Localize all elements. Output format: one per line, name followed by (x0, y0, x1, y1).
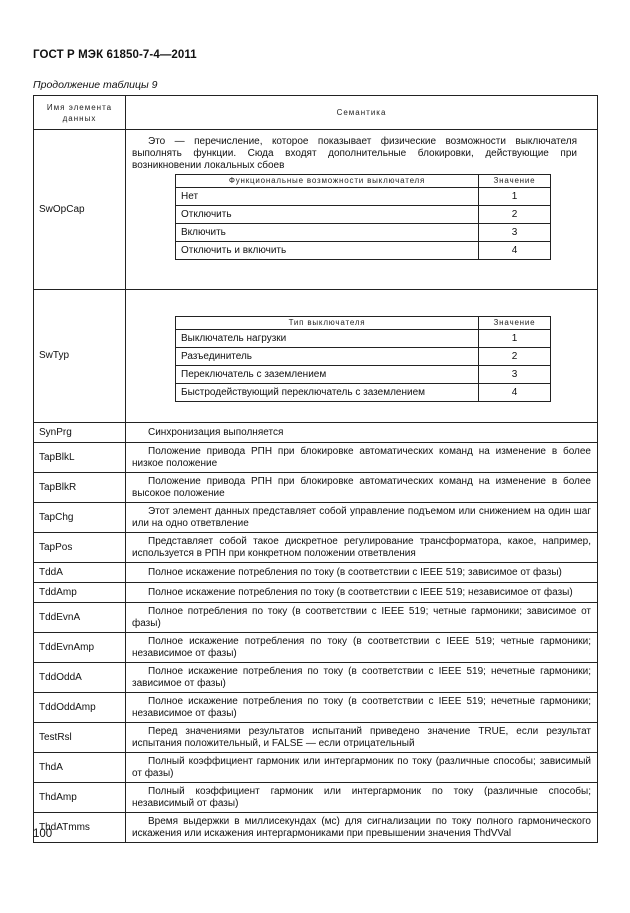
element-semantics: Полное искажение потребления по току (в соответствии с IEEE 519; зависимое от фазы) (126, 563, 598, 583)
inner-value: 2 (479, 206, 551, 224)
inner-value: 1 (479, 188, 551, 206)
inner-header-type: Тип выключателя (176, 317, 479, 330)
table-row (34, 423, 598, 443)
table-row (34, 663, 598, 693)
standard-designation: ГОСТ Р МЭК 61850-7-4—2011 (33, 49, 197, 61)
swopcap-intro: Это — перечисление, которое показывает физические возможности выключателя выполнять функции. Сюда входят дополнительные блокировки, действующие при возникновении локальных сбоев (132, 136, 577, 171)
inner-header-value: Значение (479, 175, 551, 188)
table-row (34, 533, 598, 563)
element-name: TapPos (34, 533, 126, 563)
element-semantics: Представляет собой такое дискретное регулирование трансформатора, какое, например, используется в РПН при конкретном положении ответвления (126, 533, 598, 563)
element-name: TddOddA (34, 663, 126, 693)
element-semantics: Перед значениями результатов испытаний приведено значение TRUE, если результат испытания положительный, и FALSE — если отрицательный (126, 723, 598, 753)
inner-row (176, 330, 551, 348)
element-semantics: Полное искажение потребления по току (в соответствии с IEEE 519; нечетные гармоники; зависимое от фазы) (126, 663, 598, 693)
element-name: ThdAmp (34, 783, 126, 813)
table-row (34, 813, 598, 843)
page-number: 100 (33, 828, 53, 840)
inner-label: Переключатель с заземлением (176, 366, 479, 384)
table-row (34, 603, 598, 633)
inner-row (176, 206, 551, 224)
inner-row (176, 242, 551, 260)
element-name: ThdATmms (34, 813, 126, 843)
inner-header-value: Значение (479, 317, 551, 330)
element-semantics: Полное искажение потребления по току (в соответствии с IEEE 519; независимое от фазы) (126, 583, 598, 603)
column-header-name: Имя элемента данных (34, 96, 126, 130)
table-row (34, 290, 598, 423)
inner-row (176, 384, 551, 402)
element-name: SynPrg (34, 423, 126, 443)
element-semantics: Положение привода РПН при блокировке автоматических команд на изменение в более высокое положение (126, 473, 598, 503)
table-row (34, 473, 598, 503)
table-row (34, 443, 598, 473)
table-row (34, 783, 598, 813)
table-row (34, 563, 598, 583)
element-semantics: Полное искажение потребления по току (в соответствии с IEEE 519; нечетные гармоники; независимое от фазы) (126, 693, 598, 723)
inner-value: 4 (479, 384, 551, 402)
element-name: TapBlkL (34, 443, 126, 473)
inner-label: Разъединитель (176, 348, 479, 366)
table-row (34, 633, 598, 663)
switch-type-table (175, 316, 551, 402)
inner-value: 3 (479, 224, 551, 242)
inner-value: 2 (479, 348, 551, 366)
inner-row (176, 224, 551, 242)
column-header-semantics: Семантика (126, 96, 598, 130)
inner-value: 3 (479, 366, 551, 384)
element-name: SwTyp (34, 290, 126, 423)
element-name: TddEvnA (34, 603, 126, 633)
table-row (34, 583, 598, 603)
inner-label: Отключить и включить (176, 242, 479, 260)
element-semantics: Полный коэффициент гармоник или интергармоник по току (различные способы; зависимый от фазы) (126, 753, 598, 783)
element-semantics (126, 290, 598, 423)
inner-label: Нет (176, 188, 479, 206)
element-semantics: Синхронизация выполняется (126, 423, 598, 443)
inner-header-function: Функциональные возможности выключателя (176, 175, 479, 188)
element-name: TapChg (34, 503, 126, 533)
element-name: TddOddAmp (34, 693, 126, 723)
inner-label: Отключить (176, 206, 479, 224)
element-name: SwOpCap (34, 130, 126, 290)
element-semantics: Положение привода РПН при блокировке автоматических команд на изменение в более низкое положение (126, 443, 598, 473)
data-elements-table (33, 95, 598, 843)
table-row (34, 723, 598, 753)
element-semantics: Полный коэффициент гармоник или интергармоник по току (различные способы; независимый от фазы) (126, 783, 598, 813)
inner-label: Выключатель нагрузки (176, 330, 479, 348)
element-name: TestRsl (34, 723, 126, 753)
inner-value: 4 (479, 242, 551, 260)
inner-row (176, 366, 551, 384)
element-name: TapBlkR (34, 473, 126, 503)
element-semantics: Этот элемент данных представляет собой управление подъемом или снижением на один шаг или на одно ответвление (126, 503, 598, 533)
switch-capability-table (175, 174, 551, 260)
element-name: ThdA (34, 753, 126, 783)
element-semantics: Время выдержки в миллисекундах (мс) для сигнализации по току полного гармонического искажения или искажения интергармониками при превышении значения ThdVVal (126, 813, 598, 843)
element-semantics (126, 130, 598, 290)
inner-row (176, 188, 551, 206)
element-semantics: Полное искажение потребления по току (в соответствии с IEEE 519; четные гармоники; независимое от фазы) (126, 633, 598, 663)
inner-label: Включить (176, 224, 479, 242)
inner-label: Быстродействующий переключатель с заземлением (176, 384, 479, 402)
element-name: TddEvnAmp (34, 633, 126, 663)
table-row (34, 693, 598, 723)
inner-row (176, 348, 551, 366)
inner-value: 1 (479, 330, 551, 348)
table-row (34, 130, 598, 290)
element-semantics: Полное потребления по току (в соответствии с IEEE 519; четные гармоники; зависимое от фазы) (126, 603, 598, 633)
table-continuation-caption: Продолжение таблицы 9 (33, 79, 158, 91)
table-row (34, 753, 598, 783)
table-header-row (34, 96, 598, 130)
element-name: TddA (34, 563, 126, 583)
table-row (34, 503, 598, 533)
element-name: TddAmp (34, 583, 126, 603)
